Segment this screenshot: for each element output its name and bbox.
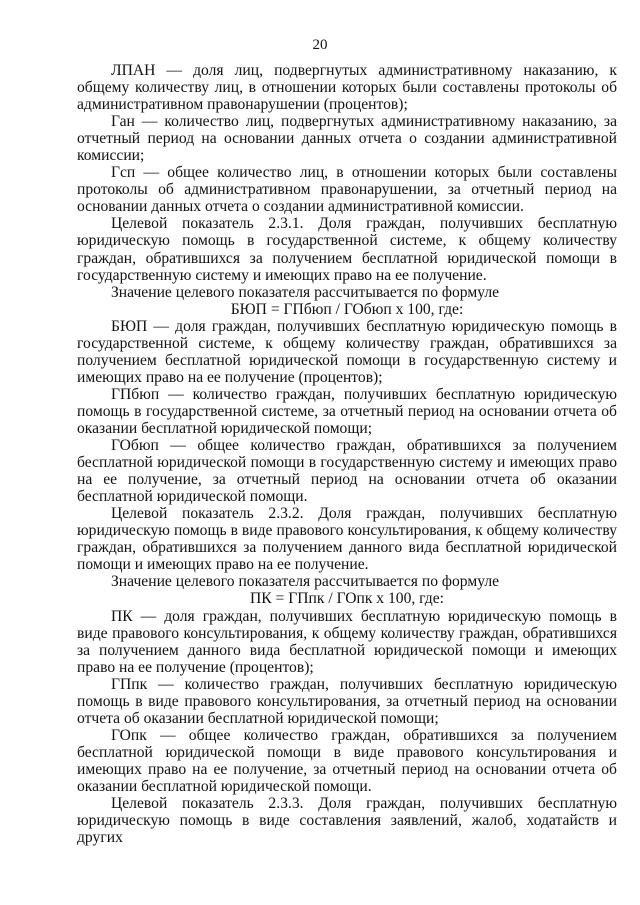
paragraph-formula-intro: Значение целевого показателя рассчитывается по формуле (111, 283, 500, 301)
paragraph-gpbyup-definition: ГПбюп — количество граждан, получивших бесплатную юридическую помощь в государственной системе, за отчетный период на основании отчета об оказании бесплатной юридической помощи; (77, 385, 617, 437)
paragraph-gan-definition: Ган — количество лиц, подвергнутых административному наказанию, за отчетный период на основании данных отчета о создании административной комиссии; (77, 113, 617, 165)
document-body (77, 62, 617, 846)
formula-byup: БЮП = ГПбюп / ГОбюп x 100, где: (230, 300, 464, 318)
paragraph-indicator-2-3-1: Целевой показатель 2.3.1. Доля граждан, получивших бесплатную юридическую помощь в государственной системе, к общему количеству граждан, обратившихся за получением бесплатной юридической помощи в государственную систему и имеющих право на ее получение. (77, 215, 617, 284)
paragraph-gobyup-definition: ГОбюп — общее количество граждан, обратившихся за получением бесплатной юридической помощи в государственную систему и имеющих право на ее получение, за отчетный период на основании отчета об оказании бесплатной юридической помощи. (77, 437, 617, 506)
paragraph-gopk-definition: ГОпк — общее количество граждан, обратившихся за получением бесплатной юридической помощи в виде правового консультирования и имеющих право на ее получение, за отчетный период на основании отчета об оказании бесплатной юридической помощи. (77, 726, 617, 795)
paragraph-pk-definition: ПК — доля граждан, получивших бесплатную юридическую помощь в виде правового консультирования, к общему количеству граждан, обратившихся за получением данного вида бесплатной юридической помощи и имеющих право на ее получение (процентов); (77, 607, 617, 676)
paragraph-byup-definition: БЮП — доля граждан, получивших бесплатную юридическую помощь в государственной системе, к общему количеству граждан, обратившихся за получением бесплатной юридической помощи в государственную систему и имеющих право на ее получение (процентов); (77, 317, 617, 386)
paragraph-gsp-definition: Гсп — общее количество лиц, в отношении которых были составлены протоколы об административном правонарушении, за отчетный период на основании данных отчета о создании административной комиссии. (77, 164, 617, 216)
paragraph-formula-intro: Значение целевого показателя рассчитывается по формуле (111, 573, 500, 591)
page-number: 20 (312, 37, 328, 53)
paragraph-lpan-definition: ЛПАН — доля лиц, подвергнутых административному наказанию, к общему количеству лиц, в отношении которых были составлены протоколы об административном правонарушении (процентов); (77, 62, 617, 114)
paragraph-gppk-definition: ГПпк — количество граждан, получивших бесплатную юридическую помощь в виде правового консультирования, за отчетный период на основании отчета об оказании бесплатной юридической помощи; (77, 675, 617, 727)
formula-pk: ПК = ГПпк / ГОпк x 100, где: (250, 590, 444, 608)
paragraph-indicator-2-3-2: Целевой показатель 2.3.2. Доля граждан, получивших бесплатную юридическую помощь в виде правового консультирования, к общему количеству граждан, обратившихся за получением данного вида бесплатной юридической помощи и имеющих право на ее получение. (77, 505, 617, 574)
paragraph-indicator-2-3-3: Целевой показатель 2.3.3. Доля граждан, получивших бесплатную юридическую помощь в виде составления заявлений, жалоб, ходатайств и других (77, 795, 617, 847)
